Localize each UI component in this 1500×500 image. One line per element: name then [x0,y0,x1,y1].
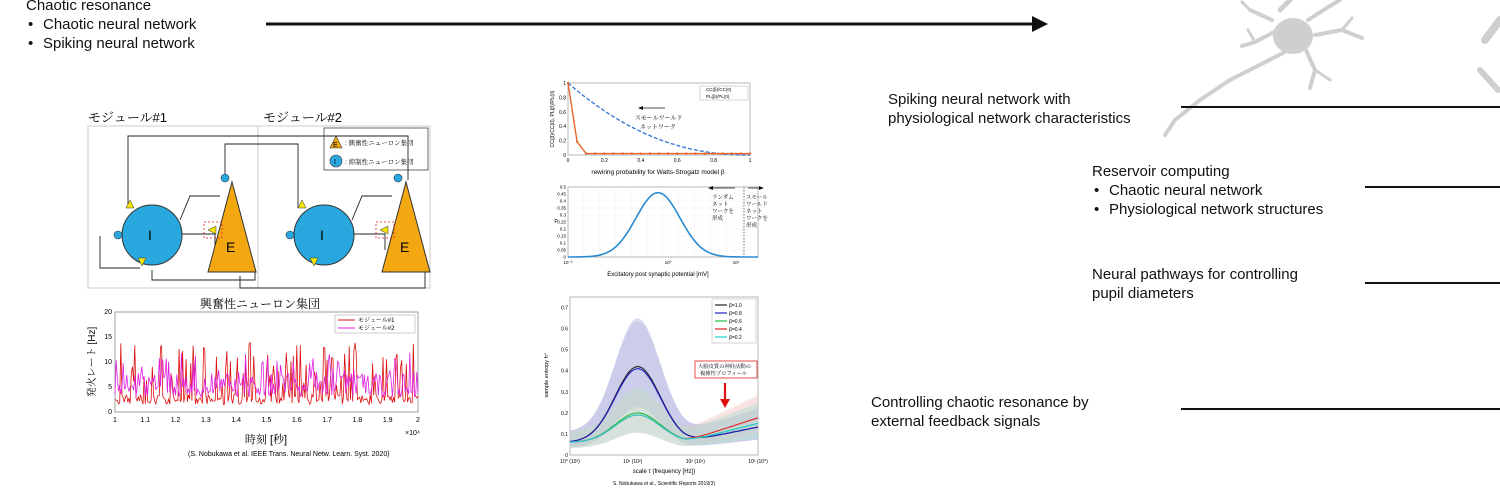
module2-excitatory-node [382,182,430,272]
c1-pl-point [694,152,696,154]
firing-xtick: 1.7 [322,417,332,424]
c1-xtick: 0.2 [600,158,608,164]
firing-ytick: 20 [104,309,112,316]
c2-ytick: 0.3 [559,212,566,218]
c3-xtick: 10² (10¹) [685,459,705,465]
firing-plot-title: 興奮性ニューロン集団 [199,297,321,311]
c1-pl-point [612,152,614,154]
c1-pl-point [603,152,605,154]
c2-ylabel: P [554,219,558,225]
c1-pl-point [703,152,705,154]
item-feedback-line2: external feedback signals [871,413,1041,430]
firing-x-exponent: ×10⁴ [405,430,420,437]
c3-annotation-2: 複雑性プロフィール [700,371,748,377]
legend-e-symbol: E [333,142,338,149]
c3-ylabel: sample entropy h⁺ [544,352,550,398]
module2-inhibitory-node [294,205,354,265]
item-pupil-line2: pupil diameters [1092,285,1194,302]
c3-legend-label: β=0.8 [729,311,742,317]
c2-right-note-line: 形成 [746,223,758,229]
c3-legend-label: β=1.0 [729,303,742,309]
c3-legend-label: β=0.2 [729,335,742,341]
item-reservoir-bullet-1: • Chaotic neural network [1092,181,1323,200]
c3-ytick: 0.6 [561,326,568,333]
c1-pl-point [712,152,714,154]
legend-i-symbol: I [334,159,336,166]
c1-xtick: 0.4 [637,158,645,164]
c3-xtick: 10⁰ (10³) [560,459,580,465]
c2-right-note-line: ワールド [746,202,768,208]
mid-citation: S. Nobukawa et al., Scientific Reports 2019(3) [612,481,716,487]
firing-ytick: 10 [104,359,112,366]
c3-ytick: 0.3 [561,389,568,396]
item-reservoir-line [1365,186,1500,188]
c1-legend-1: CC(β)/CC(0) [706,87,732,92]
module2-i-label: I [320,227,324,243]
c1-legend-2: PL(β)/PL(0) [706,94,730,99]
c3-ytick: 0.1 [561,431,568,438]
c1-xtick: 0.6 [673,158,681,164]
c1-xlabel: rewiring probability for Watts-Strogatz model β [591,169,725,176]
c2-ytick: 0.2 [559,226,566,232]
figure-mid [540,75,770,490]
c1-pl-point [576,141,578,143]
c1-ylabel: CC(β)/CC(0), PL(β)/PL(0) [550,90,556,148]
module1-i-label: I [148,227,152,243]
c1-pl-point [567,82,569,84]
c2-xtick: 10⁻² [563,260,573,265]
c1-pl-point [740,152,742,154]
c2-xtick: 10⁰ [664,260,672,265]
figure-left [80,100,440,465]
c3-annotation-1: 大脳皮質の神経活動の [698,364,751,370]
c1-xtick: 0.8 [710,158,718,164]
c2-ytick: 0.1 [559,240,566,246]
c2-right-note-line: スモール [746,195,768,201]
c2-ytick: 0.25 [557,219,566,225]
firing-yticks [104,309,112,416]
c1-ytick: 0.2 [559,138,566,145]
c3-ytick: 0.5 [561,347,568,354]
c1-pl-point [640,152,642,154]
top-arrow [264,14,1054,34]
c3-ytick: 0 [565,453,568,459]
top-bullet-2: • Spiking neural network [26,34,196,53]
c2-left-note-line: 形成 [712,216,724,222]
c3-xlabel: scale τ (frequency [Hz]) [632,469,696,475]
c3-legend-label: β=0.6 [729,319,742,325]
c2-right-note-line: ネット [746,209,763,215]
c1-ytick: 0 [563,153,566,159]
legend-e-label: : 興奮性ニューロン集団 [345,140,414,147]
c1-ytick: 0.4 [559,124,566,131]
firing-xtick: 1.4 [231,417,242,424]
firing-ytick: 15 [104,334,112,341]
firing-ytick: 5 [108,384,112,391]
firing-xtick: 1.9 [382,417,393,424]
c2-ytick: 0.4 [559,198,566,204]
chart-watts-strogatz [550,81,752,176]
top-section [26,0,196,53]
item-feedback [871,393,1089,431]
item-feedback-line [1181,408,1500,410]
firing-xtick: 1.8 [352,417,363,424]
c1-pl-point [658,152,660,154]
firing-xtick: 1.3 [201,417,211,424]
c3-xtick: 10¹ (10²) [623,459,643,465]
c1-pl-point [621,152,623,154]
c2-left-note-line: ワークを [712,209,735,215]
c2-left-note-line: ネット [712,202,729,208]
c2-ytick: 0.05 [557,247,566,253]
item-pupil [1092,265,1298,303]
item-pupil-line1: Neural pathways for controlling [1092,266,1298,283]
c1-pl-point [722,152,724,154]
left-citation: (S. Nobukawa et al. IEEE Trans. Neural Netw. Learn. Syst. 2020) [188,451,390,458]
firing-xtick: 1.1 [140,417,151,424]
c1-ytick: 0.8 [559,95,566,102]
item-spiking-line1: Spiking neural network with [888,91,1071,108]
firing-xtick: 1.2 [170,417,181,424]
firing-xtick: 1.5 [261,417,272,424]
module2-e-label: E [400,239,410,255]
c3-legend-label: β=0.4 [729,327,742,333]
c1-pl-point [749,152,751,154]
chart-epsp-distribution [554,185,768,279]
top-title: Chaotic resonance [26,0,152,14]
firing-legend-1: モジュール#1 [358,318,395,324]
item-spiking-line2: physiological network characteristics [888,110,1131,127]
item-reservoir-bullet-2: • Physiological network structures [1092,200,1323,219]
firing-xtick: 1.6 [291,417,302,424]
c1-note-2: ネットワーク [640,125,677,131]
c3-xtick: 10³ (10⁰) [748,459,768,465]
top-bullet-1: • Chaotic neural network [26,15,196,34]
module1-inhibitory-node [122,205,182,265]
firing-xtick: 1 [113,417,117,424]
c1-xtick: 1 [748,158,752,164]
c2-left-note-line: ランダム [712,195,734,201]
item-spiking [888,90,1131,128]
c1-xtick: 0 [566,158,570,164]
firing-ylabel: 発火レート [Hz] [87,326,98,398]
module1-label: モジュール#1 [88,110,167,125]
item-spiking-line [1181,106,1500,108]
c1-note-1: スモールワールド [635,116,683,122]
firing-xtick: 2 [416,417,420,424]
c2-ytick: 0.35 [557,205,566,211]
neuron-illustration [1130,0,1500,140]
c1-pl-point [585,152,587,154]
c1-pl-point [649,152,651,154]
module1-e-label: E [226,239,236,255]
item-reservoir [1092,162,1323,219]
c2-ytick: 0.45 [557,191,566,197]
c3-ytick: 0.2 [561,410,568,417]
c2-ytick: 0.15 [557,233,566,239]
c2-xlabel: Excitatory post synaptic potential [mV] [607,272,709,278]
module2-label: モジュール#2 [263,110,342,125]
c1-ytick: 1 [563,81,566,87]
c2-ytick: 0.5 [559,184,566,190]
c2-ytick: 0 [563,254,566,260]
c1-ytick: 0.6 [559,109,566,116]
c1-pl-point [731,152,733,154]
c1-pl-point [676,152,678,154]
item-reservoir-title: Reservoir computing [1092,163,1230,180]
c2-right-note-line: ワークを [746,216,769,222]
firing-xticks [113,417,420,424]
c1-pl-point [667,152,669,154]
chart-sample-entropy [543,297,768,487]
c3-ytick: 0.7 [561,305,568,312]
legend-i-label: : 抑制性ニューロン集団 [345,159,414,166]
c3-ytick: 0.4 [561,368,568,375]
c2-xtick: 10¹ [732,260,740,265]
item-feedback-line1: Controlling chaotic resonance by [871,394,1089,411]
c1-pl-point [594,152,596,154]
c1-pl-point [631,152,633,154]
firing-legend-2: モジュール#2 [358,326,395,332]
c1-pl-point [685,152,687,154]
item-pupil-line [1365,282,1500,284]
firing-ytick: 0 [108,409,112,416]
firing-xlabel: 時刻 [秒] [244,434,288,446]
